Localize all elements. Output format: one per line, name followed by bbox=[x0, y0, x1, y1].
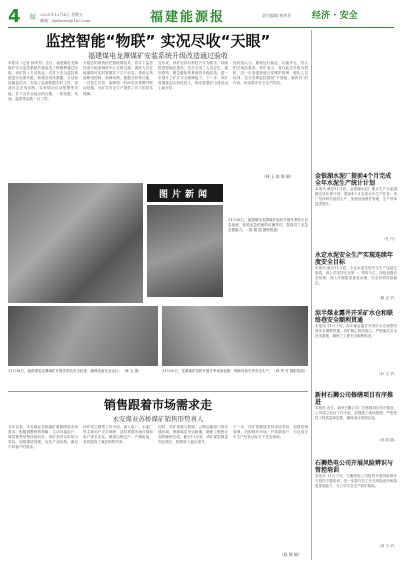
photo-caption-bottom-right: 11月20日，龙潭煤矿组织开展冬季设备检修，保障设备冬季安全生产。（林 秀 芳 摄影报道） bbox=[162, 369, 308, 373]
sales-column-1: 今年以来，永安煤业苏桥煤矿紧紧围绕市场需求，积极调整销售策略，主动对接用户，煤炭销售形势持续向好。该矿坚持以市场为导向，加强煤质管理，优化产品结构，满足不同客户的需求。 bbox=[8, 425, 78, 450]
lead-subheadline: 福建煤电龙潭煤矿安装系统升级改造通过验收 bbox=[88, 52, 228, 60]
sales-subheadline: 永安煤业苏桥煤矿销售形势喜人 bbox=[112, 415, 204, 423]
photo-bottom-right bbox=[162, 306, 308, 366]
brief-byline: （赖 志 华） bbox=[377, 296, 397, 300]
brief-title: 金银湖水泥厂提前4个月完成全年水泥生产统计计划 bbox=[315, 173, 392, 187]
brief-byline: （叶 文 华） bbox=[377, 372, 397, 376]
brief-byline: （杜 丹） bbox=[381, 237, 397, 241]
sales-headline: 销售跟着市场需求走 bbox=[103, 398, 212, 412]
brief-body: 本报讯 截至11月底，金银湖水泥厂累计生产水泥超额完成年度计划，提前4个月完成全年生产任务。该厂坚持科学组织生产，加强设备维护管理，生产效率显著提升。 bbox=[315, 187, 397, 206]
editor-credit: 责任编辑 林秀芳 bbox=[262, 13, 292, 18]
photo-large bbox=[8, 183, 143, 303]
sales-byline: （陈 锦 瑞） bbox=[280, 552, 302, 557]
column-divider bbox=[311, 30, 312, 560]
section-divider bbox=[8, 391, 308, 392]
brief-body: 本报讯 11月下旬，涼半煤业露井开采矿水仓和联络巷安全顺利贯通。该矿精心组织施工，严格落实安全技术措施，确保了工程安全顺利推进。 bbox=[315, 324, 397, 338]
lead-byline: （林 玉 陈 锦 瑞） bbox=[262, 174, 294, 179]
brief-1 bbox=[315, 173, 397, 242]
photo-news-label: 图片新闻 bbox=[158, 190, 211, 200]
photo-news-header bbox=[147, 184, 223, 202]
sales-column-3: 同时，该矿加强与铁路、公路运输部门的沟通协调，保障煤炭外运畅通，确保了销售计划的顺利完成。截至11月底，该矿煤炭销量同比增长，销售收入稳步提升。 bbox=[158, 425, 228, 445]
photo-bottom-left bbox=[8, 306, 158, 366]
lead-column-1: 本报讯（记者 林秀芳）近日，福建煤电龙潭煤矿安全监控系统升级改造工程顺利通过验收。该矿投入专项资金，对井下安全监控系统进行全面升级，新增各类传感器、分站和视频监控点，实现了监测数据实时上传、设备状态在线诊断、异常情况自动报警等功能，井下各作业地点的瓦斯、一氧化碳、风速、温度等参数一目了然。 bbox=[8, 61, 78, 101]
issue-date: 2020年12月4日 星期五 bbox=[40, 12, 84, 17]
brief-body: 本报讯 11月下旬，石狮热电公司组织开展风险辨识与管控专题培训，进一步提升员工安全风险意识和隐患排查能力，为公司安全生产筑牢基础。 bbox=[315, 474, 397, 488]
lead-column-2: 升级后的系统依托物联网技术，将井下监控设备与地面调度中心互联互通，调度人员在地面即可实时掌握井下生产动态。系统还具备断电控制、故障闭锁、数据分析等功能，一旦发生异常，能够第一时间发出预警并联动处置，为矿井安全生产提供了有力的技术保障。 bbox=[83, 61, 153, 96]
page-ban-label: 版 bbox=[30, 14, 37, 21]
sales-column-2: 该矿成立销售工作小组，深入电厂、水泥厂等主要用户走访调研，及时掌握市场行情和用户需求变化，做到以销定产、产销衔接，有效提高了煤炭销售效率。 bbox=[83, 425, 153, 445]
photo-caption-right: 11月16日，福建煤电龙潭煤矿组织开展冬季防火应急演练，检验应急预案的可操作性，提高员工应急处置能力。（陈 锦 瑞 摄影报道） bbox=[228, 218, 308, 232]
brief-4 bbox=[315, 392, 397, 443]
brief-body: 本报讯 近日，新材石狮公司厂区修缮项目有序推进。公司成立项目工作小组，加强施工现场管理，严格把控工程质量和进度，确保项目按期完成。 bbox=[315, 406, 397, 420]
brief-3 bbox=[315, 310, 397, 377]
brief-body: 本报讯 截至11月底，永定水泥实现安全生产连续无事故，该公司坚持安全第一、预防为主，持续加强安全管理，深入开展隐患排查治理，安全形势持续稳定。 bbox=[315, 266, 397, 285]
brief-title: 新材石狮公司修缮项目有序推进 bbox=[315, 392, 394, 406]
photo-caption-bottom-left: 11月18日，福建煤电龙潭煤矿开展皮带机安全检查，确保设备安全运行。（林 玉 摄） bbox=[8, 369, 142, 373]
lead-column-4: 验收组认为，系统运行稳定，功能齐全，符合相关规范要求。该矿表示，将以此次升级为契机，进一步加强系统日常维护管理，强化人员培训，充分发挥监控系统“千里眼、顺风耳”的作用，切实筑牢安全生产防线。 bbox=[233, 61, 308, 86]
brief-byline: （黄 少 华） bbox=[377, 544, 397, 548]
header-divider bbox=[8, 27, 394, 28]
photo-middle bbox=[147, 205, 223, 297]
page-number: 4 bbox=[8, 6, 21, 27]
lead-column-3: 近年来，该矿坚持以科技兴安为抓手，持续推进智能化建设，先后完成了人员定位、通信联络、紧急避险等系统的升级改造，进一步提升了矿井安全保障能力。下一步，该矿将继续加大科技投入，推动智慧矿山建设迈上新台阶。 bbox=[158, 61, 228, 91]
brief-title: 石狮热电公司开展风险辨识与管控培训 bbox=[315, 460, 394, 474]
brief-5 bbox=[315, 460, 397, 549]
sales-column-4: 下一步，该矿将继续坚持市场导向，加强营销管理，巩固现有市场，开拓新客户，为完成全年生产经营目标打下坚实基础。 bbox=[233, 425, 308, 440]
page-header bbox=[0, 0, 402, 30]
brief-byline: （何 丽 娜） bbox=[377, 438, 397, 442]
contact-email: 邮箱：fjnfnews@163.com bbox=[40, 18, 91, 23]
lead-headline: 监控智能“物联” 实况尽收“天眼” bbox=[45, 32, 271, 50]
brief-title: 涼半煤业露井开采矿水仓和联络巷安全顺利贯通 bbox=[315, 310, 394, 324]
brief-2 bbox=[315, 252, 397, 301]
section-title: 经济 · 安全 bbox=[312, 11, 358, 21]
masthead: 福建能源报 bbox=[150, 10, 226, 25]
brief-title: 永定水泥安全生产实现连续年度安全目标 bbox=[315, 252, 394, 266]
